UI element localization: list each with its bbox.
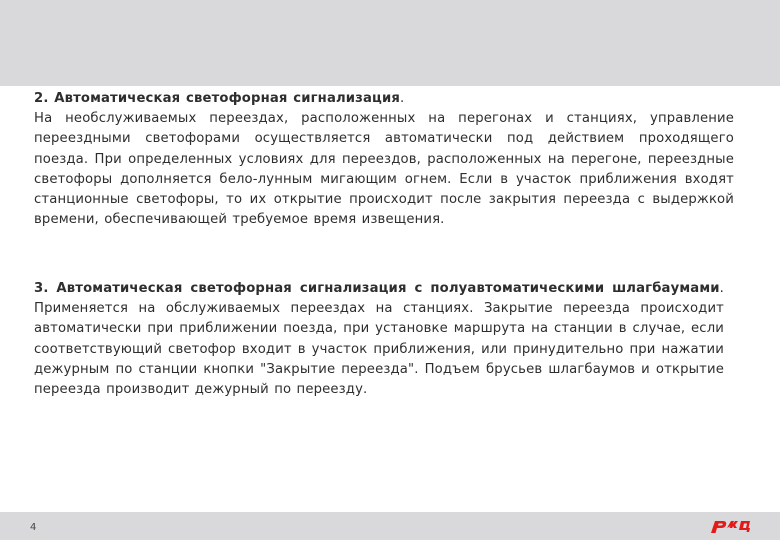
section-3-paragraph [34,279,724,400]
header-band [0,0,780,86]
section-3-body: . Применяется на обслуживаемых переездах на станциях. Закрытие переезда происходит автоматически при приближении поезда, при установке маршрута на станции в случае, если соответствующий светофор входит в участок приближения, или принудительно при нажатии дежурным по станции кнопки "Закрытие переезда". Подъем брусьев шлагбаумов и открытие переезда производит дежурный по переезду. [34,281,724,398]
section-3-heading: 3. Автоматическая светофорная сигнализация с полуавтоматическими шлагбаумами [34,281,720,296]
section-2-heading: 2. Автоматическая светофорная сигнализация [34,91,400,106]
section-2-heading-period: . [399,91,405,106]
rzd-logo-icon [708,514,756,536]
page-number: 4 [30,522,37,533]
section-2-paragraph [34,89,734,230]
footer-band [0,512,780,540]
section-2-body: На необслуживаемых переездах, расположенных на перегонах и станциях, управление переездными светофорами осуществляется автоматически под действием проходящего поезда. При определенных условиях для переездов, расположенных на перегоне, переездные светофоры дополняется бело-лунным мигающим огнем. Если в участок приближения входят станционные светофоры, то их открытие происходит после закрытия переезда с выдержкой времени, обеспечивающей требуемое время извещения. [34,111,734,228]
